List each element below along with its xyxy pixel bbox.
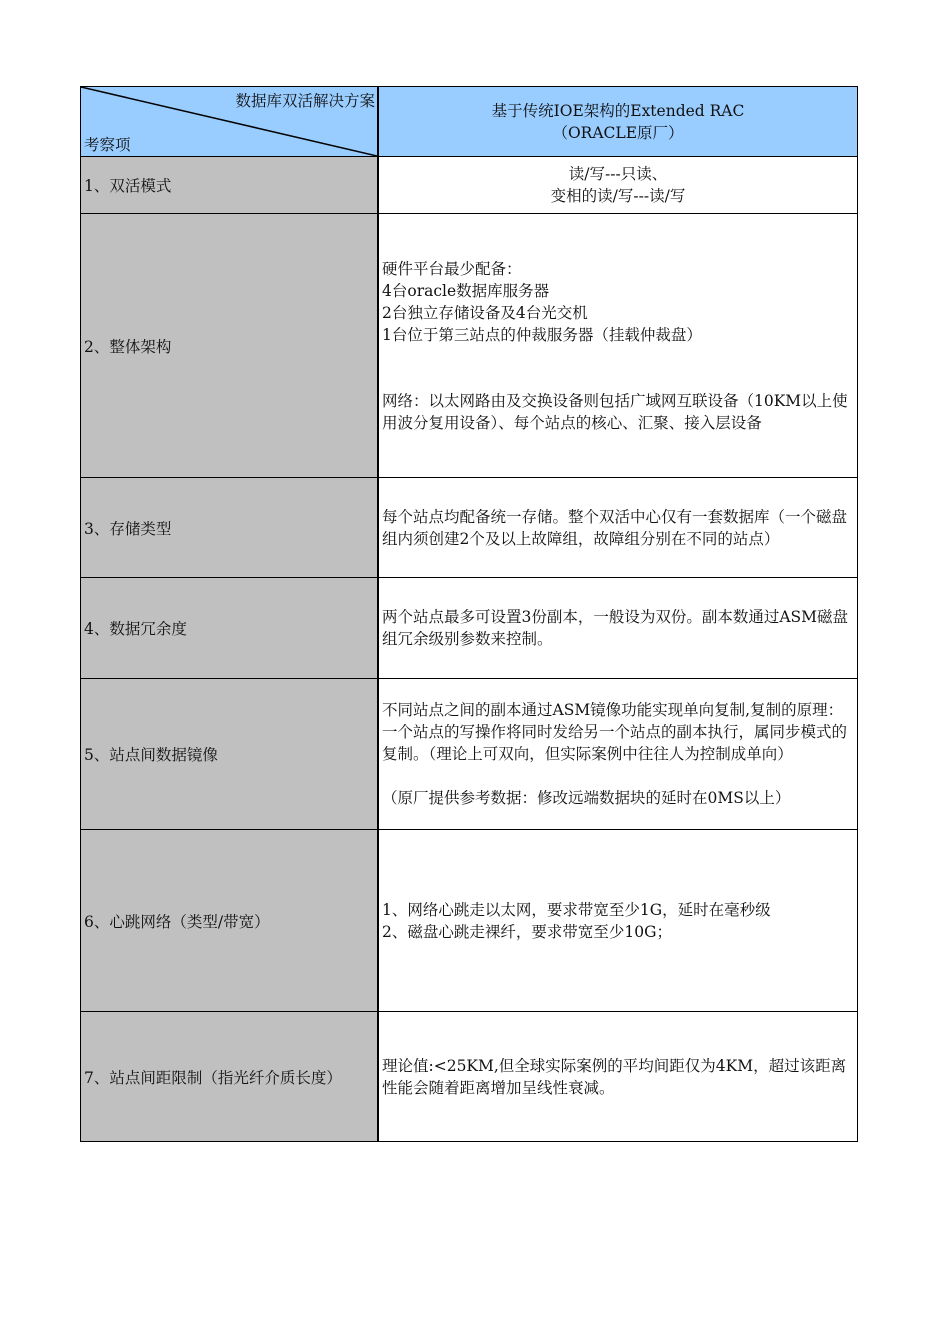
table-row bbox=[81, 679, 858, 830]
table-row bbox=[81, 1012, 858, 1142]
header-row bbox=[81, 87, 858, 157]
table-row bbox=[81, 478, 858, 578]
content-line: 硬件平台最少配备： bbox=[382, 259, 522, 278]
solution-title: 基于传统IOE架构的Extended RAC bbox=[491, 101, 745, 120]
row-content bbox=[378, 830, 858, 1012]
blank-line bbox=[382, 346, 854, 368]
table-row bbox=[81, 157, 858, 214]
row-label: 7、站点间距限制（指光纤介质长度） bbox=[81, 1012, 379, 1142]
row-content bbox=[378, 157, 858, 214]
row-content bbox=[378, 214, 858, 478]
solution-subtitle: （ORACLE原厂） bbox=[552, 123, 684, 142]
row-label: 6、心跳网络（类型/带宽） bbox=[81, 830, 379, 1012]
row-content bbox=[378, 578, 858, 679]
row-label: 1、双活模式 bbox=[81, 157, 379, 214]
table-row bbox=[81, 578, 858, 679]
row-content bbox=[378, 1012, 858, 1142]
content-line: 两个站点最多可设置3份副本，一般设为双份。副本数通过ASM磁盘组冗余级别参数来控制。 bbox=[382, 608, 849, 648]
content-line: 变相的读/写---读/写 bbox=[550, 187, 686, 205]
comparison-table bbox=[80, 86, 858, 1142]
content-line: 读/写---只读、 bbox=[568, 165, 668, 183]
content-line: 2、磁盘心跳走裸纤，要求带宽至少10G； bbox=[382, 922, 672, 941]
row-content bbox=[378, 478, 858, 578]
blank-line bbox=[382, 368, 854, 390]
row-label: 3、存储类型 bbox=[81, 478, 379, 578]
table-row bbox=[81, 830, 858, 1012]
row-label: 2、整体架构 bbox=[81, 214, 379, 478]
blank-line bbox=[382, 765, 854, 787]
corner-bottom-label: 考察项 bbox=[84, 136, 131, 154]
content-line: （原厂提供参考数据：修改远端数据块的延时在0MS以上） bbox=[382, 789, 791, 807]
solution-header-cell bbox=[378, 87, 858, 157]
row-label: 5、站点间数据镜像 bbox=[81, 679, 379, 830]
row-content bbox=[378, 679, 858, 830]
row-label: 4、数据冗余度 bbox=[81, 578, 379, 679]
table-row bbox=[81, 214, 858, 478]
content-line: 2台独立存储设备及4台光交机 bbox=[382, 303, 588, 322]
corner-header-cell bbox=[81, 87, 379, 157]
content-line: 网络：以太网路由及交换设备则包括广域网互联设备（10KM以上使用波分复用设备）、每个站点的核心、汇聚、接入层设备 bbox=[382, 391, 848, 432]
content-line: 1、网络心跳走以太网，要求带宽至少1G，延时在毫秒级 bbox=[382, 900, 771, 919]
content-line: 理论值:<25KM,但全球实际案例的平均间距仅为4KM，超过该距离性能会随着距离增加呈线性衰减。 bbox=[382, 1056, 847, 1097]
content-line: 不同站点之间的副本通过ASM镜像功能实现单向复制,复制的原理：一个站点的写操作将同时发给另一个站点的副本执行，属同步模式的复制。（理论上可双向，但实际案例中往往人为控制成单向） bbox=[382, 701, 848, 763]
content-line: 1台位于第三站点的仲裁服务器（挂载仲裁盘） bbox=[382, 325, 702, 344]
content-line: 4台oracle数据库服务器 bbox=[382, 281, 550, 300]
content-line: 每个站点均配备统一存储。整个双活中心仅有一套数据库（一个磁盘组内须创建2个及以上故障组，故障组分别在不同的站点） bbox=[382, 507, 848, 548]
corner-top-label: 数据库双活解决方案 bbox=[235, 92, 375, 110]
